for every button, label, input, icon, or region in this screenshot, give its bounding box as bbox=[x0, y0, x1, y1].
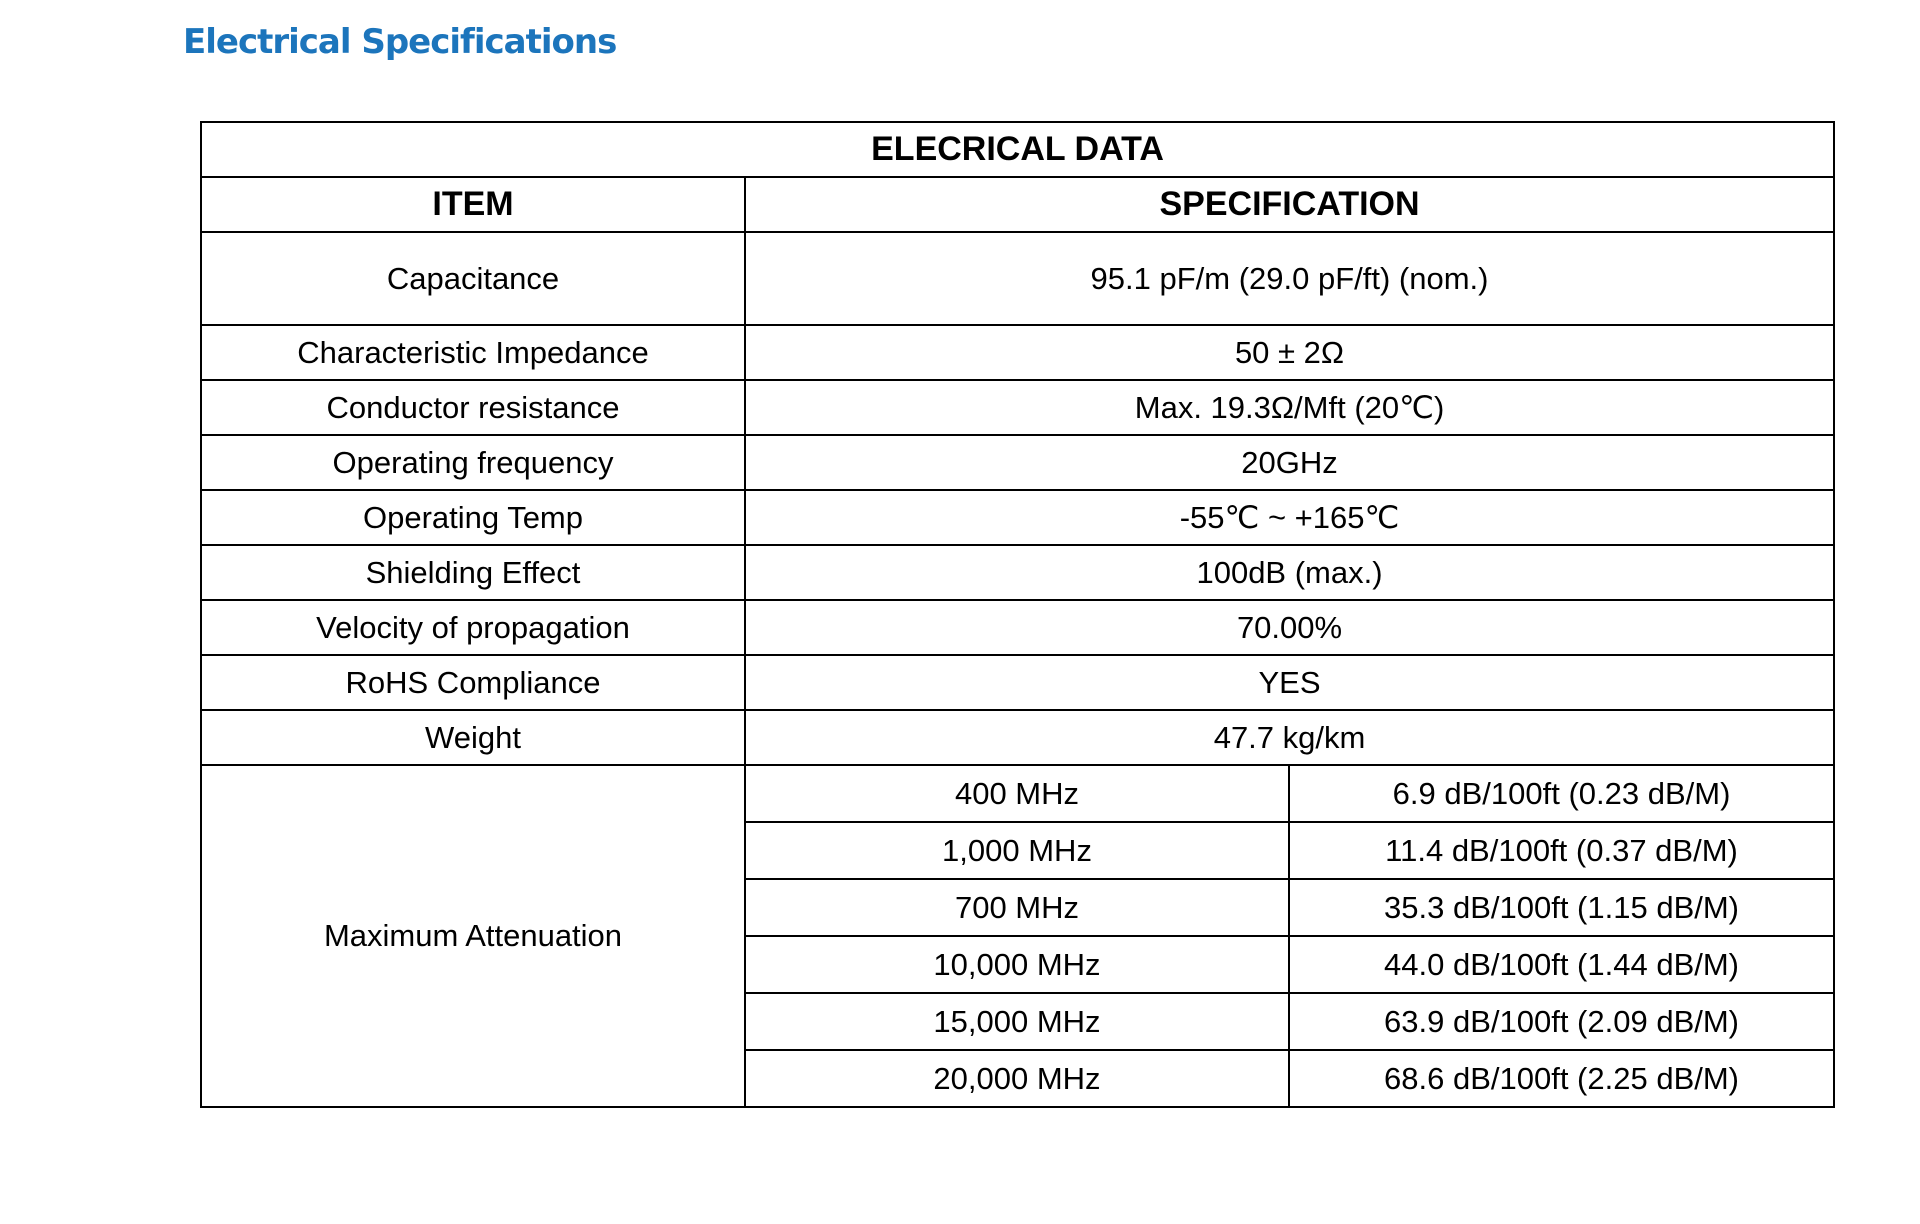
item-cell: RoHS Compliance bbox=[201, 655, 745, 710]
spec-cell: 50 ± 2Ω bbox=[745, 325, 1834, 380]
spec-cell: 95.1 pF/m (29.0 pF/ft) (nom.) bbox=[745, 232, 1834, 325]
spec-cell: Max. 19.3Ω/Mft (20℃) bbox=[745, 380, 1834, 435]
spec-cell: 70.00% bbox=[745, 600, 1834, 655]
item-cell: Operating frequency bbox=[201, 435, 745, 490]
item-cell: Weight bbox=[201, 710, 745, 765]
table-row bbox=[201, 545, 1834, 600]
table-title-row bbox=[201, 122, 1834, 177]
frequency-cell: 700 MHz bbox=[745, 879, 1289, 936]
attenuation-row bbox=[201, 765, 1834, 822]
table-row bbox=[201, 325, 1834, 380]
spec-cell: 47.7 kg/km bbox=[745, 710, 1834, 765]
table-header-row bbox=[201, 177, 1834, 232]
attenuation-value-cell: 11.4 dB/100ft (0.37 dB/M) bbox=[1289, 822, 1834, 879]
spec-cell: 20GHz bbox=[745, 435, 1834, 490]
section-title: Electrical Specifications bbox=[183, 22, 617, 62]
table-row bbox=[201, 600, 1834, 655]
attenuation-value-cell: 44.0 dB/100ft (1.44 dB/M) bbox=[1289, 936, 1834, 993]
table-row bbox=[201, 710, 1834, 765]
table-row bbox=[201, 232, 1834, 325]
attenuation-value-cell: 63.9 dB/100ft (2.09 dB/M) bbox=[1289, 993, 1834, 1050]
spec-cell: YES bbox=[745, 655, 1834, 710]
table-row bbox=[201, 655, 1834, 710]
frequency-cell: 400 MHz bbox=[745, 765, 1289, 822]
item-cell: Characteristic Impedance bbox=[201, 325, 745, 380]
frequency-cell: 10,000 MHz bbox=[745, 936, 1289, 993]
attenuation-label: Maximum Attenuation bbox=[201, 765, 745, 1107]
table-row bbox=[201, 490, 1834, 545]
spec-cell: 100dB (max.) bbox=[745, 545, 1834, 600]
item-cell: Velocity of propagation bbox=[201, 600, 745, 655]
frequency-cell: 15,000 MHz bbox=[745, 993, 1289, 1050]
table-row bbox=[201, 435, 1834, 490]
frequency-cell: 1,000 MHz bbox=[745, 822, 1289, 879]
table-row bbox=[201, 380, 1834, 435]
column-header-item: ITEM bbox=[201, 177, 745, 232]
table-title: ELECRICAL DATA bbox=[201, 122, 1834, 177]
attenuation-value-cell: 35.3 dB/100ft (1.15 dB/M) bbox=[1289, 879, 1834, 936]
item-cell: Capacitance bbox=[201, 232, 745, 325]
item-cell: Conductor resistance bbox=[201, 380, 745, 435]
column-header-specification: SPECIFICATION bbox=[745, 177, 1834, 232]
item-cell: Shielding Effect bbox=[201, 545, 745, 600]
spec-cell: -55℃ ~ +165℃ bbox=[745, 490, 1834, 545]
attenuation-value-cell: 6.9 dB/100ft (0.23 dB/M) bbox=[1289, 765, 1834, 822]
item-cell: Operating Temp bbox=[201, 490, 745, 545]
electrical-data-table bbox=[200, 121, 1835, 1108]
attenuation-value-cell: 68.6 dB/100ft (2.25 dB/M) bbox=[1289, 1050, 1834, 1107]
frequency-cell: 20,000 MHz bbox=[745, 1050, 1289, 1107]
